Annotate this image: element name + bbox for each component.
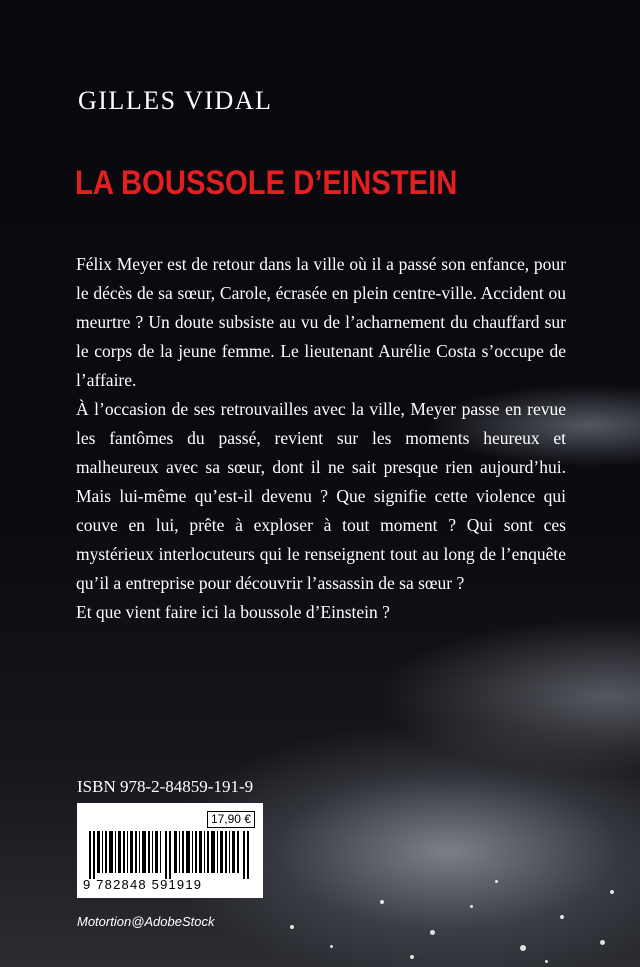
photo-credit: Motortion@AdobeStock: [77, 914, 215, 929]
author-name: GILLES VIDAL: [78, 86, 273, 115]
blurb-paragraph: Félix Meyer est de retour dans la ville où il a passé son enfance, pour le décès de sa sœur, Carole, écrasée en plein centre-ville. Accident ou meurtre ? Un doute subsiste au vu de l’acharnement du chauffard sur le corps de la jeune femme. Le lieutenant Aurélie Costa s’occupe de l’affaire.: [76, 254, 566, 390]
price-label: 17,90 €: [207, 811, 255, 828]
isbn-number: ISBN 978-2-84859-191-9: [77, 777, 254, 796]
barcode-box: [77, 803, 263, 898]
blurb-paragraph: À l’occasion de ses retrouvailles avec la ville, Meyer passe en revue les fantômes du passé, revient sur les moments heureux et malheureux avec sa sœur, dont il ne sait presque rien aujourd’hui. Mais lui-même qu’est-il devenu ? Que signifie cette violence qui couve en lui, prête à exploser à tout moment ? Qui sont ces mystérieux interlocuteurs qui le renseignent tout au long de l’enquête qu’il a entreprise pour découvrir l’assassin de sa sœur ?: [76, 399, 566, 593]
blurb-paragraph: Et que vient faire ici la boussole d’Einstein ?: [76, 602, 390, 622]
barcode-image: [89, 831, 251, 879]
barcode-digits: 9 782848 591919: [83, 877, 203, 892]
back-cover-blurb: [76, 250, 566, 627]
book-title: LA BOUSSOLE D’EINSTEIN: [75, 164, 458, 202]
